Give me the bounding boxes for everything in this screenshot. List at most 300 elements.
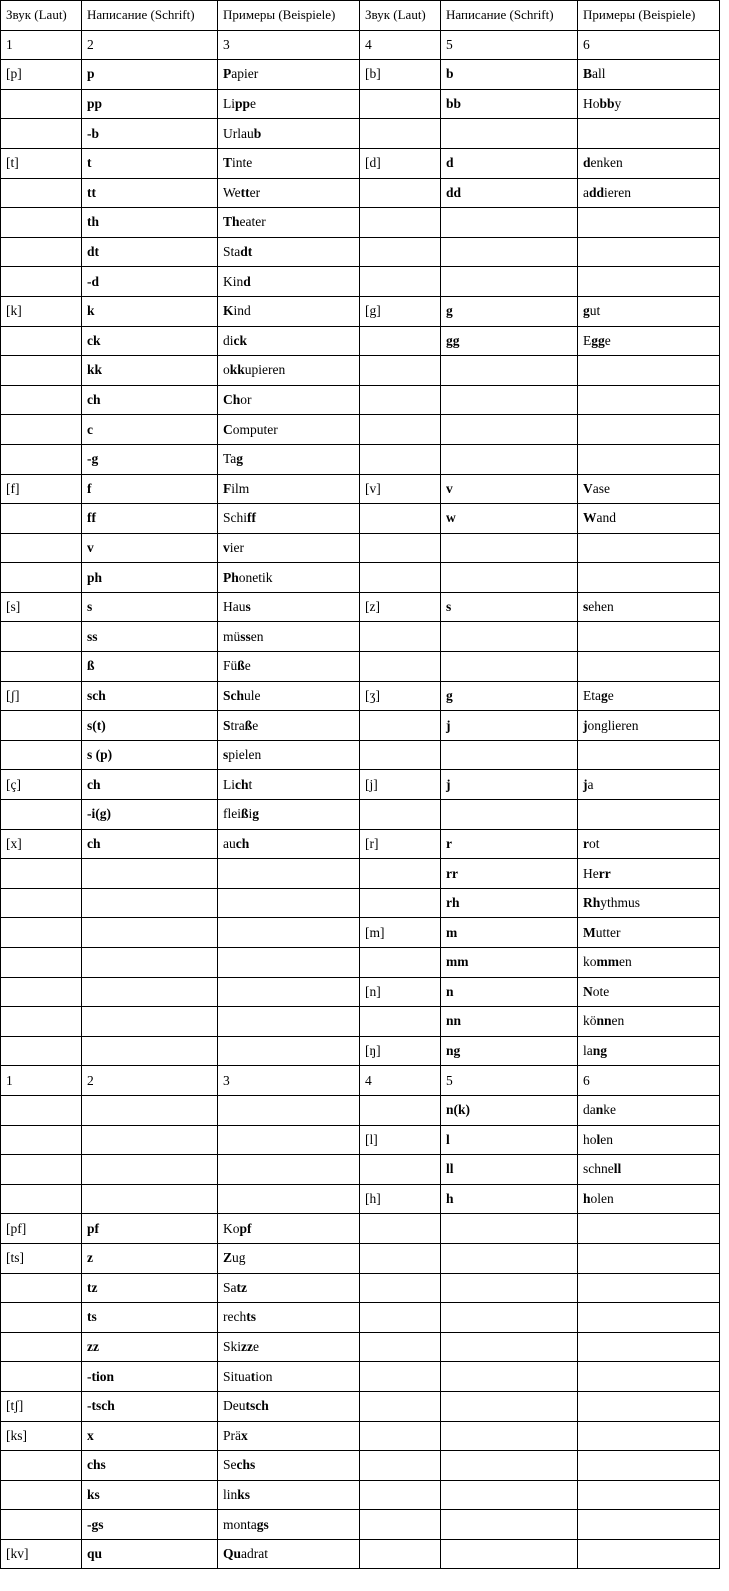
spelling-cell: t [82,148,218,178]
header-examples-right: Примеры (Beispiele) [578,1,720,31]
example-text: ehen [588,599,614,615]
sound-cell [360,504,441,534]
example-text: e [604,332,611,348]
spelling-cell [441,267,578,297]
example-cell [218,1539,360,1569]
sound-cell [360,356,441,386]
highlighted-letters: d [583,155,591,171]
example-cell [218,504,360,534]
header-spelling-left: Написание (Schrift) [82,1,218,31]
spelling-cell [441,740,578,770]
example-text: eater [239,214,266,230]
spelling-cell [441,1539,578,1569]
table-row [1,681,720,711]
sound-cell: [g] [360,296,441,326]
example-text: schne [583,1161,614,1177]
highlighted-letters: b [253,125,262,141]
example-text: e [250,96,257,112]
spelling-cell: ss [82,622,218,652]
example-cell [578,1391,720,1421]
example-text: da [583,1102,596,1118]
spelling-cell [82,1095,218,1125]
spelling-cell [82,859,218,889]
example-cell [578,178,720,208]
spelling-cell: th [82,208,218,238]
example-text: omputer [232,421,278,437]
table-row [1,208,720,238]
highlighted-letters: dt [240,244,253,260]
column-number: 5 [441,30,578,60]
highlighted-letters: ts [246,1309,256,1325]
table-row [1,385,720,415]
spelling-cell [82,977,218,1007]
spelling-cell [441,563,578,593]
table-row [1,740,720,770]
sound-cell [1,800,82,830]
highlighted-letters: g [252,806,260,822]
spelling-cell: ll [441,1155,578,1185]
spelling-cell [441,1451,578,1481]
spelling-cell [441,1362,578,1392]
spelling-cell [441,1303,578,1333]
highlighted-letters: F [223,480,232,496]
spelling-cell: ck [82,326,218,356]
column-number-row [1,1066,720,1096]
sound-cell [360,533,441,563]
table-row [1,977,720,1007]
sound-cell [360,888,441,918]
sound-cell [360,948,441,978]
example-cell [578,1480,720,1510]
example-text: en [600,1131,614,1147]
example-text: onetik [238,569,273,585]
table-row [1,326,720,356]
example-cell [578,1184,720,1214]
sound-cell [360,119,441,149]
example-cell [218,1007,360,1037]
example-cell [578,1332,720,1362]
sound-cell [360,1451,441,1481]
example-text: e [252,717,259,733]
example-text: enken [590,155,623,171]
example-text: Urlau [223,125,254,141]
spelling-cell: rr [441,859,578,889]
spelling-cell [441,415,578,445]
example-text: ho [583,1131,597,1147]
example-text: apier [231,66,259,82]
sound-cell [1,237,82,267]
spelling-cell: v [441,474,578,504]
highlighted-letters: v [223,539,230,555]
example-text: er [249,184,261,200]
example-cell [218,1214,360,1244]
table-row [1,1539,720,1569]
example-text: t [248,776,253,792]
example-text: y [614,96,622,112]
spelling-cell: qu [82,1539,218,1569]
highlighted-letters: Th [223,214,240,230]
table-row [1,1421,720,1451]
example-text: lin [223,1486,238,1502]
example-text: mü [223,628,241,644]
table-row [1,89,720,119]
sound-cell [1,1332,82,1362]
sound-cell [1,1007,82,1037]
spelling-cell [82,1007,218,1037]
highlighted-letters: C [223,421,233,437]
example-cell [578,1421,720,1451]
sound-cell [1,267,82,297]
sound-cell [1,1125,82,1155]
highlighted-letters: rr [598,865,611,881]
spelling-cell: ch [82,770,218,800]
example-text: o [223,362,230,378]
table-row [1,119,720,149]
header-row [1,1,720,31]
table-row [1,474,720,504]
example-cell [578,1095,720,1125]
spelling-cell: ng [441,1036,578,1066]
example-cell [218,1243,360,1273]
table-row [1,1095,720,1125]
sound-cell: [m] [360,918,441,948]
example-text: au [223,835,236,851]
sound-cell [1,652,82,682]
highlighted-letters: nn [596,1013,612,1029]
sound-cell [360,208,441,238]
example-cell [578,1007,720,1037]
spelling-cell: f [82,474,218,504]
spelling-cell: -tsch [82,1391,218,1421]
highlighted-letters: dd [589,184,605,200]
sound-cell: [ç] [1,770,82,800]
highlighted-letters: Z [223,1250,233,1266]
highlighted-letters: V [583,480,593,496]
spelling-cell: v [82,533,218,563]
example-text: di [223,332,234,348]
table-row [1,1451,720,1481]
table-row [1,1243,720,1273]
spelling-cell: s(t) [82,711,218,741]
example-cell [578,592,720,622]
highlighted-letters: j [583,776,588,792]
table-row [1,918,720,948]
highlighted-letters: S [223,717,231,733]
sound-cell: [t] [1,148,82,178]
column-number: 1 [1,1066,82,1096]
table-row [1,622,720,652]
table-row [1,1155,720,1185]
example-text: e [244,658,251,674]
sound-cell: [ʒ] [360,681,441,711]
sound-cell [360,563,441,593]
example-cell [218,1332,360,1362]
highlighted-letters: Ch [223,392,241,408]
example-text: a [587,776,594,792]
example-text: Eta [583,687,601,703]
spelling-cell [441,385,578,415]
example-text: inte [232,155,253,171]
sound-cell [360,1155,441,1185]
spelling-cell [82,948,218,978]
table-row [1,1125,720,1155]
example-text: Kin [223,273,244,289]
spelling-cell: tz [82,1273,218,1303]
example-cell [578,208,720,238]
sound-cell [360,444,441,474]
sound-cell: [ŋ] [360,1036,441,1066]
example-cell [578,444,720,474]
sound-cell [1,326,82,356]
sound-cell [1,1480,82,1510]
highlighted-letters: Rh [583,895,601,911]
example-text: Situa [223,1368,251,1384]
spelling-cell [441,208,578,238]
sound-cell: [ts] [1,1243,82,1273]
example-text: ut [589,303,601,319]
example-cell [218,563,360,593]
sound-cell [1,444,82,474]
example-text: ier [229,539,244,555]
column-number: 6 [578,1066,720,1096]
sound-cell [1,1451,82,1481]
sound-cell [360,1007,441,1037]
sound-cell [1,1362,82,1392]
sound-cell [1,1510,82,1540]
example-text: e [607,687,614,703]
spelling-cell: zz [82,1332,218,1362]
example-cell [578,977,720,1007]
column-number: 3 [218,30,360,60]
example-text: Prä [223,1427,241,1443]
sound-cell [360,1243,441,1273]
spelling-cell: ch [82,385,218,415]
table-row [1,829,720,859]
sound-cell [1,563,82,593]
example-cell [218,533,360,563]
highlighted-letters: g [236,451,244,467]
spelling-cell: x [82,1421,218,1451]
sound-cell [360,711,441,741]
highlighted-letters: mm [596,954,619,970]
example-cell [578,563,720,593]
column-number: 2 [82,1066,218,1096]
highlighted-letters: t [250,1368,256,1384]
sound-cell [360,800,441,830]
example-text: Sa [223,1279,237,1295]
highlighted-letters: ß [237,658,245,674]
table-row [1,444,720,474]
example-cell [578,504,720,534]
example-cell [578,1303,720,1333]
example-cell [218,622,360,652]
sound-cell [360,1214,441,1244]
spelling-cell [441,1332,578,1362]
column-number: 5 [441,1066,578,1096]
highlighted-letters: gg [591,332,605,348]
example-cell [218,1125,360,1155]
example-cell [218,770,360,800]
highlighted-letters: tz [236,1279,247,1295]
spelling-cell [441,533,578,563]
sound-cell: [r] [360,829,441,859]
spelling-cell: ph [82,563,218,593]
example-text: Se [223,1457,237,1473]
sound-cell [360,1539,441,1569]
example-cell [218,1155,360,1185]
table-row [1,1391,720,1421]
example-text: en [250,628,264,644]
example-cell [218,1362,360,1392]
example-cell [578,385,720,415]
example-cell [218,385,360,415]
table-row [1,296,720,326]
sound-cell [360,1480,441,1510]
sound-cell: [p] [1,60,82,90]
example-text: Li [223,96,235,112]
example-cell [578,119,720,149]
spelling-cell: pf [82,1214,218,1244]
spelling-cell: n(k) [441,1095,578,1125]
spelling-cell: ff [82,504,218,534]
example-cell [218,148,360,178]
spelling-cell [441,1421,578,1451]
example-cell [218,1036,360,1066]
highlighted-letters: h [583,1191,591,1207]
sound-cell: [x] [1,829,82,859]
example-text: Sta [223,244,241,260]
sound-cell [360,1332,441,1362]
highlighted-letters: pp [235,96,251,112]
example-text: Fü [223,658,238,674]
example-cell [578,918,720,948]
highlighted-letters: T [223,155,233,171]
spelling-cell: ts [82,1303,218,1333]
spelling-cell [82,1155,218,1185]
example-cell [578,326,720,356]
highlighted-letters: ff [247,510,257,526]
spelling-cell: b [441,60,578,90]
example-cell [218,859,360,889]
spelling-cell: -g [82,444,218,474]
example-cell [578,1273,720,1303]
spelling-cell: r [441,829,578,859]
example-cell [218,1095,360,1125]
example-cell [578,237,720,267]
example-cell [578,89,720,119]
example-cell [218,444,360,474]
example-cell [578,1155,720,1185]
example-text: utter [595,924,621,940]
highlighted-letters: chs [236,1457,256,1473]
header-spelling-right: Написание (Schrift) [441,1,578,31]
sound-cell: [f] [1,474,82,504]
spelling-cell: g [441,296,578,326]
sound-cell [1,385,82,415]
sound-cell [1,1095,82,1125]
sound-cell [1,948,82,978]
spelling-cell: bb [441,89,578,119]
example-text: Ski [223,1339,242,1355]
spelling-cell: nn [441,1007,578,1037]
sound-cell [1,1155,82,1185]
sound-cell [1,711,82,741]
column-number: 6 [578,30,720,60]
example-cell [218,1273,360,1303]
example-text: Hau [223,599,246,615]
sound-cell [360,326,441,356]
sound-cell [1,859,82,889]
spelling-cell: s (p) [82,740,218,770]
example-text: Ko [223,1220,240,1236]
example-text: ase [592,480,610,496]
example-cell [578,1214,720,1244]
table-row [1,504,720,534]
sound-cell [360,178,441,208]
example-text: ind [233,303,251,319]
highlighted-letters: P [223,66,232,82]
example-text: flei [223,806,241,822]
example-text: i [248,806,253,822]
example-cell [578,60,720,90]
sound-cell [360,1421,441,1451]
example-cell [218,1391,360,1421]
example-text: ilm [231,480,250,496]
spelling-cell: ks [82,1480,218,1510]
sound-cell: [k] [1,296,82,326]
highlighted-letters: d [243,273,251,289]
sound-cell [360,1362,441,1392]
example-cell [578,740,720,770]
example-cell [218,740,360,770]
highlighted-letters: x [241,1427,248,1443]
table-row [1,267,720,297]
sound-cell [1,504,82,534]
example-cell [578,652,720,682]
sound-cell [360,1391,441,1421]
sound-cell [1,533,82,563]
table-row [1,1332,720,1362]
example-cell [578,1243,720,1273]
example-text: and [596,510,616,526]
example-cell [578,1362,720,1392]
spelling-cell [441,1391,578,1421]
sound-cell [360,622,441,652]
spelling-cell [82,1184,218,1214]
spelling-cell: j [441,770,578,800]
highlighted-letters: Ph [223,569,239,585]
example-cell [218,977,360,1007]
spelling-cell: -gs [82,1510,218,1540]
highlighted-letters: gs [256,1516,269,1532]
spelling-cell: tt [82,178,218,208]
example-cell [218,829,360,859]
spelling-cell: m [441,918,578,948]
table-row [1,148,720,178]
example-cell [578,829,720,859]
example-text: olen [590,1191,614,1207]
highlighted-letters: tsch [245,1398,269,1414]
table-row [1,770,720,800]
example-cell [578,267,720,297]
spelling-cell: k [82,296,218,326]
spelling-cell [441,1480,578,1510]
example-cell [578,533,720,563]
example-cell [218,356,360,386]
column-number-row [1,30,720,60]
table-row [1,711,720,741]
highlighted-letters: ch [235,835,250,851]
